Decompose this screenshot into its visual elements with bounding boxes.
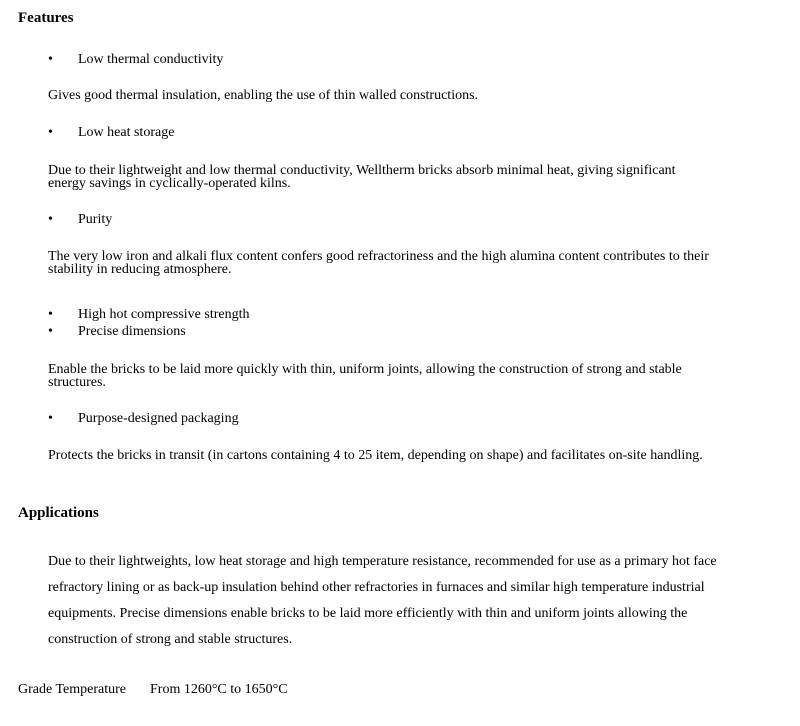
feature-desc-low-heat-storage: Due to their lightweight and low thermal conductivity, Welltherm bricks absorb minimal heat, giving significant energy savings in cyclically-operated kilns. [48,163,676,191]
grade-temperature-value: From 1260°C to 1650°C [150,682,288,697]
feature-bullet-low-heat-storage: Low heat storage [78,125,175,140]
feature-bullet-low-thermal-conductivity: Low thermal conductivity [78,52,224,67]
grade-temperature-label: Grade Temperature [18,682,126,697]
applications-text: Due to their lightweights, low heat storage and high temperature resistance, recommended for use as a primary hot face refractory lining or as back-up insulation behind other refractories in furnaces and similar high temperature industrial equipments. Precise dimensions enable bricks to be laid more efficiently with thin and uniform joints allowing the construction of strong and stable structures. [48,554,717,647]
feature-desc-purity: The very low iron and alkali flux content confers good refractoriness and the high alumina content contributes to their stability in reducing atmosphere. [48,249,709,277]
feature-bullet-high-hot-compressive-strength: High hot compressive strength [78,307,250,322]
bullet-dot: • [48,324,53,339]
feature-bullet-purity: Purity [78,212,113,227]
feature-desc-packaging: Protects the bricks in transit (in cartons containing 4 to 25 item, depending on shape) and facilitates on-site handling. [48,448,703,463]
feature-desc-precise-dimensions: Enable the bricks to be laid more quickly with thin, uniform joints, allowing the construction of strong and stable structures. [48,362,682,390]
bullet-dot: • [48,307,53,322]
bullet-dot: • [48,125,53,140]
bullet-dot: • [48,52,53,67]
features-heading: Features [18,10,74,26]
bullet-dot: • [48,212,53,227]
bullet-dot: • [48,411,53,426]
feature-bullet-packaging: Purpose-designed packaging [78,411,239,426]
applications-heading: Applications [18,505,99,521]
feature-bullet-precise-dimensions: Precise dimensions [78,324,186,339]
feature-desc-low-thermal-conductivity: Gives good thermal insulation, enabling the use of thin walled constructions. [48,88,479,103]
